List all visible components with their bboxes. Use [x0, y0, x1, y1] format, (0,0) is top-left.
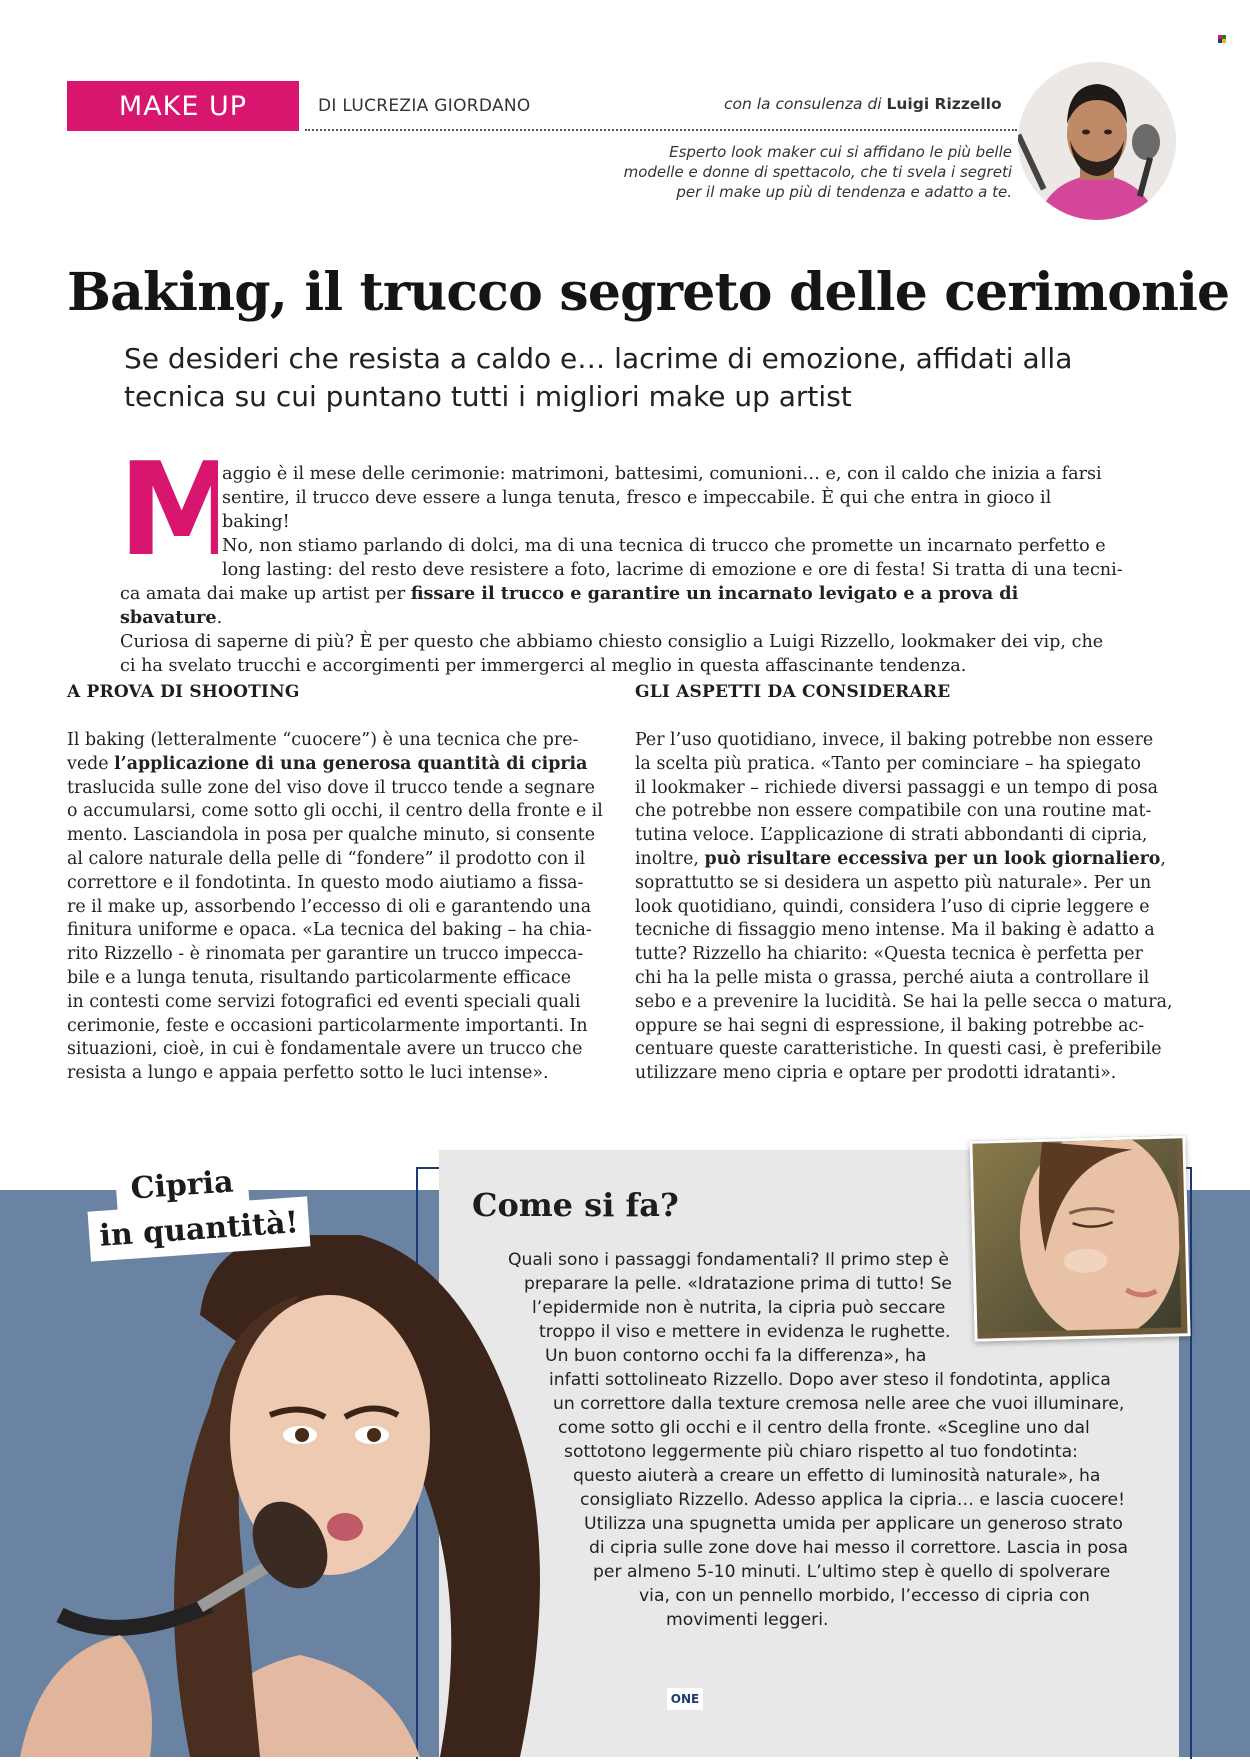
how-to-line: un correttore dalla texture cremosa nelle aree che vuoi illuminare,: [553, 1394, 1125, 1414]
right-line: chi ha la pelle mista o grassa, perché aiuta a controllare il: [635, 967, 1150, 988]
right-line: soprattutto se si desidera un aspetto più naturale». Per un: [635, 872, 1152, 893]
left-line: o accumularsi, come sotto gli occhi, il centro della fronte e il: [67, 801, 603, 822]
intro-bold: fissare il trucco e garantire un incarnato levigato e a prova di sbavature: [120, 583, 1019, 628]
left-line: correttore e il fondotinta. In questo modo aiutiamo a fissa-: [67, 872, 584, 893]
left-line: traslucida sulle zone del viso dove il trucco tende a segnare: [67, 777, 595, 798]
how-to-line: troppo il viso e mettere in evidenza le rughette.: [539, 1322, 951, 1342]
left-line: rito Rizzello - è rinomata per garantire un trucco impecca-: [67, 944, 584, 965]
expert-line: modelle e donne di spettacolo, che ti svela i segreti: [623, 163, 1012, 181]
how-to-line: movimenti leggeri.: [666, 1610, 829, 1630]
article-subtitle: Se desideri che resista a caldo e… lacrime di emozione, affidati alla tecnica su cui puntano tutti i migliori make up artist: [124, 342, 1073, 413]
expert-portrait: [1018, 62, 1176, 220]
expert-line: per il make up più di tendenza e adatto a te.: [676, 183, 1012, 201]
how-to-line: via, con un pennello morbido, l’eccesso di cipria con: [639, 1586, 1090, 1606]
intro-text: .: [216, 608, 223, 628]
sticker-cipria: Cipria: [114, 1155, 249, 1214]
left-line: situazioni, cioè, in cui è fondamentale avere un trucco che: [67, 1039, 583, 1060]
right-line: il lookmaker – richiede diversi passaggi e un tempo di posa: [635, 777, 1159, 798]
right-text: inoltre,: [635, 848, 705, 869]
intro-line: long lasting: del resto deve resistere a foto, lacrime di emozione e ore di festa! Si tratta di una tecni-: [222, 560, 1123, 580]
expert-line: Esperto look maker cui si affidano le più belle: [669, 143, 1012, 161]
sticker-in-quantita: in quantità!: [88, 1196, 311, 1261]
consult-prefix: con la consulenza di: [724, 95, 887, 113]
how-to-line: sottotono leggermente più chiaro rispetto al tuo fondotinta:: [564, 1442, 1078, 1462]
left-column-heading: A PROVA DI SHOOTING: [67, 682, 300, 702]
left-line: Il baking (letteralmente “cuocere”) è una tecnica che pre-: [67, 730, 579, 750]
left-line: [67, 753, 609, 777]
right-column-heading: GLI ASPETTI DA CONSIDERARE: [635, 682, 951, 702]
left-line: re il make up, assorbendo l’eccesso di oli e garantendo una: [67, 896, 592, 917]
footer-logo: ONE: [667, 1688, 703, 1710]
intro-line: ci ha svelato trucchi e accorgimenti per immergerci al meglio in questa affascinante tendenza.: [120, 656, 967, 676]
right-line: [635, 848, 1177, 872]
intro-line: Curiosa di saperne di più? È per questo che abbiamo chiesto consiglio a Luigi Rizzello, lookmaker dei vip, che: [120, 632, 1104, 652]
consultant-credit: [724, 95, 1002, 113]
how-to-line: consigliato Rizzello. Adesso applica la cipria… e lascia cuocere!: [580, 1490, 1125, 1510]
right-line: tutina veloce. L’applicazione di strati abbondanti di cipria,: [635, 825, 1148, 846]
intro-line: aggio è il mese delle cerimonie: matrimoni, battesimi, comunioni… e, con il caldo che inizia a farsi: [222, 464, 1102, 484]
intro-line: [120, 582, 1123, 630]
expert-description: [592, 142, 1012, 202]
dropcap-letter: M: [118, 456, 218, 561]
how-to-line: Un buon contorno occhi fa la differenza», ha: [545, 1346, 927, 1366]
how-to-title: Come si fa?: [472, 1186, 679, 1224]
right-line: Per l’uso quotidiano, invece, il baking potrebbe non essere: [635, 730, 1154, 750]
intro-text: ca amata dai make up artist per: [120, 584, 411, 604]
right-line: look quotidiano, quindi, considera l’uso di ciprie leggere e: [635, 896, 1150, 917]
right-column-text: [635, 729, 1177, 1086]
how-to-line: infatti sottolineato Rizzello. Dopo aver steso il fondotinta, applica: [549, 1370, 1111, 1390]
how-to-line: questo aiuterà a creare un effetto di luminosità naturale», ha: [573, 1466, 1101, 1486]
right-line: la scelta più pratica. «Tanto per cominciare – ha spiegato: [635, 753, 1141, 774]
consultant-name: Luigi Rizzello: [886, 95, 1002, 113]
right-bold: può risultare eccessiva per un look giornaliero: [704, 848, 1161, 869]
left-line: bile e a lunga tenuta, risultando particolarmente efficace: [67, 967, 572, 988]
right-line: tecniche di fissaggio meno intense. Ma il baking è adatto a: [635, 920, 1155, 941]
left-line: al calore naturale della pelle di “fondere” il prodotto con il: [67, 848, 586, 869]
how-to-line: preparare la pelle. «Idratazione prima di tutto! Se: [524, 1274, 952, 1294]
intro-paragraph: [120, 462, 1123, 678]
article-title: Baking, il trucco segreto delle cerimonie: [67, 262, 1230, 323]
how-to-line: per almeno 5-10 minuti. L’ultimo step è quello di spolverare: [593, 1562, 1111, 1582]
how-to-line: l’epidermide non è nutrita, la cipria può seccare: [532, 1298, 946, 1318]
right-line: utilizzare meno cipria e optare per prodotti idratanti».: [635, 1063, 1117, 1084]
right-line: centuare queste caratteristiche. In questi casi, è preferibile: [635, 1039, 1162, 1060]
right-line: che potrebbe non essere compatibile con una routine mat-: [635, 801, 1152, 822]
corner-logo-icon: [1218, 35, 1226, 43]
intro-line: No, non stiamo parlando di dolci, ma di una tecnica di trucco che promette un incarnato perfetto e: [222, 536, 1106, 556]
how-to-line: di cipria sulle zone dove hai messo il correttore. Lascia in posa: [589, 1538, 1129, 1558]
left-line: cerimonie, feste e occasioni particolarmente importanti. In: [67, 1015, 588, 1036]
makeup-closeup-photo: [969, 1135, 1190, 1342]
author-byline: DI LUCREZIA GIORDANO: [318, 96, 531, 116]
how-to-line: Quali sono i passaggi fondamentali? Il primo step è: [508, 1250, 950, 1270]
left-line: finitura uniforme e opaca. «La tecnica del baking – ha chia-: [67, 920, 592, 941]
left-line: resista a lungo e appaia perfetto sotto le luci intense».: [67, 1063, 549, 1084]
left-line: in contesti come servizi fotografici ed eventi speciali quali: [67, 991, 581, 1012]
left-bold: l’applicazione di una generosa quantità di cipria: [114, 753, 588, 774]
how-to-line: Utilizza una spugnetta umida per applicare un generoso strato: [584, 1514, 1123, 1534]
intro-line: sentire, il trucco deve essere a lunga tenuta, fresco e impeccabile. È qui che entra in gioco il baking!: [222, 488, 1052, 532]
how-to-line: come sotto gli occhi e il centro della fronte. «Scegline uno dal: [558, 1418, 1090, 1438]
section-tag: MAKE UP: [67, 81, 299, 131]
dotted-divider: [305, 129, 1017, 131]
left-line: mento. Lasciandola in posa per qualche minuto, si consente: [67, 825, 596, 846]
right-line: tutte? Rizzello ha chiarito: «Questa tecnica è perfetta per: [635, 944, 1143, 965]
right-line: oppure se hai segni di espressione, il baking potrebbe ac-: [635, 1015, 1145, 1036]
right-text: ,: [1160, 848, 1166, 869]
left-column-text: [67, 729, 609, 1086]
right-line: sebo e a prevenire la lucidità. Se hai la pelle secca o matura,: [635, 991, 1173, 1012]
left-text: vede: [67, 753, 115, 774]
